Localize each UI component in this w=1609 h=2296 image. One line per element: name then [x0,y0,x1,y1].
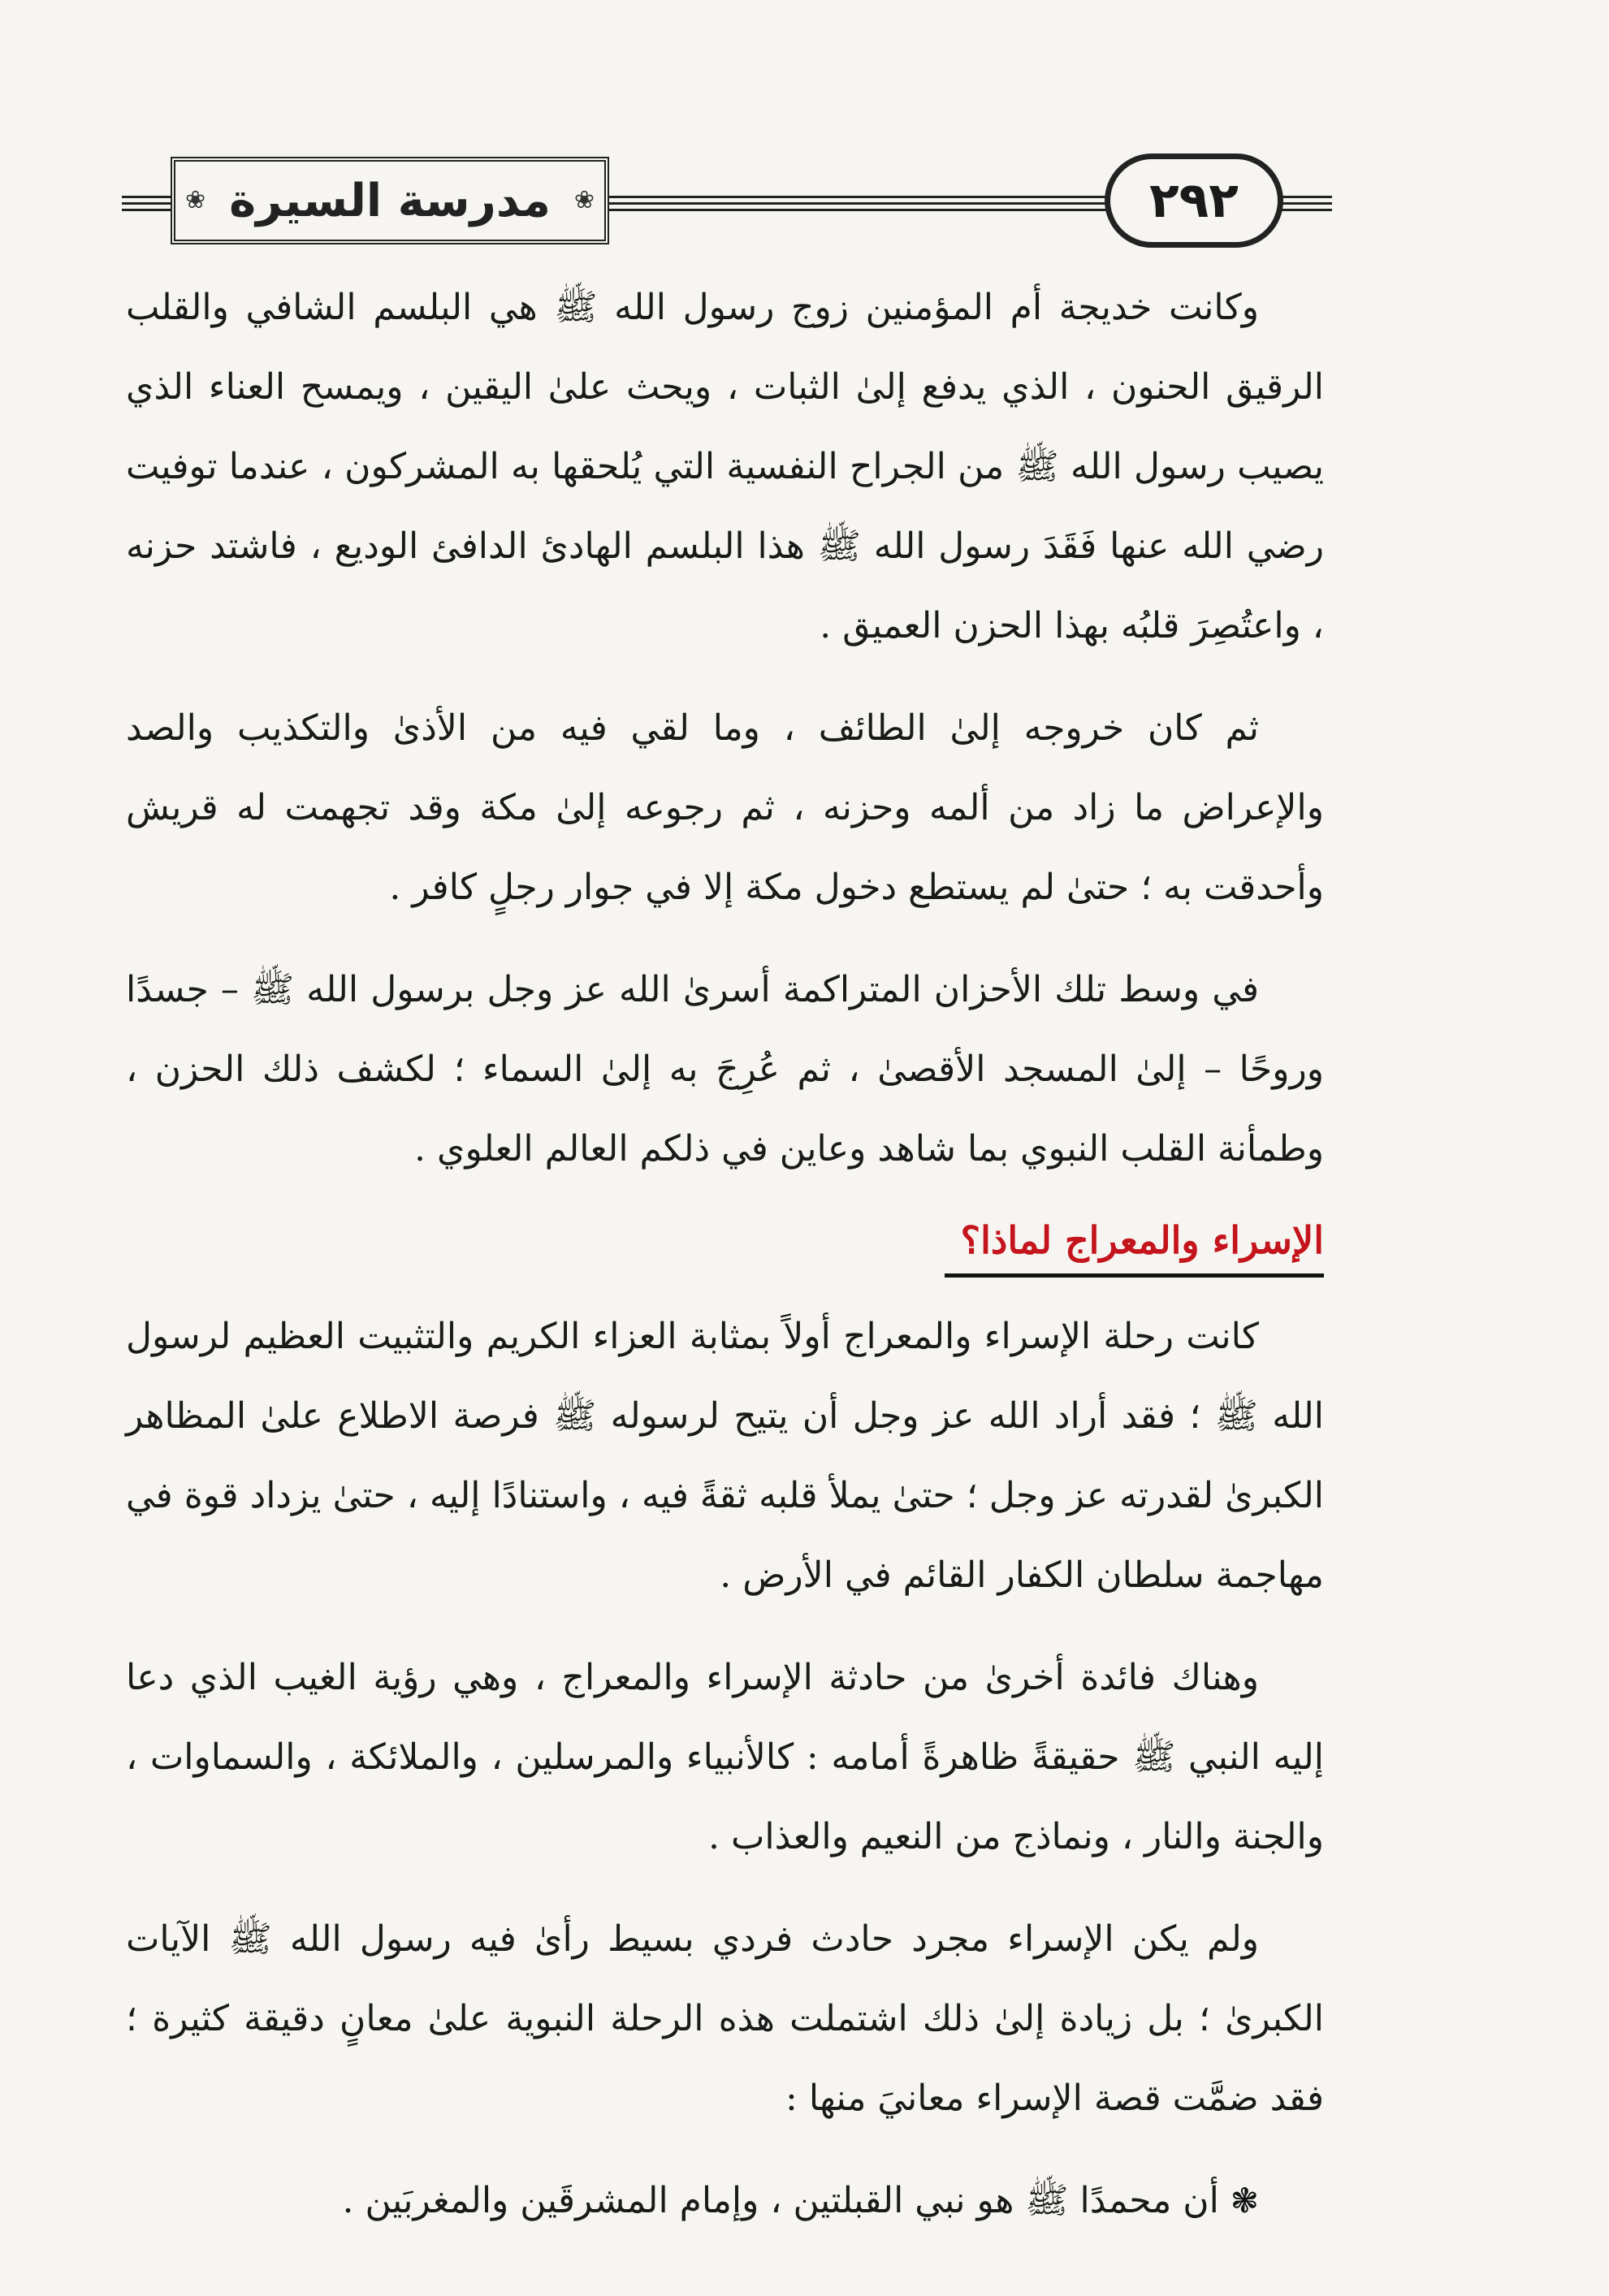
section-heading: الإسراء والمعراج لماذا؟ [945,1212,1324,1278]
main-text [126,268,1324,2264]
paragraph: كانت رحلة الإسراء والمعراج أولاً بمثابة العزاء الكريم والتثبيت العظيم لرسول الله ﷺ ؛ فقد أراد الله عز وجل أن يتيح لرسوله ﷺ فرصة الاطلاع علىٰ المظاهر الكبرىٰ لقدرته عز وجل ؛ حتىٰ يملأ قلبه ثقةً فيه ، واستنادًا إليه ، حتىٰ يزداد قوة في مهاجمة سلطان الكفار القائم في الأرض . [126,1316,1325,1596]
page-number: ٢٩٢ [1105,153,1283,248]
paragraph: ولم يكن الإسراء مجرد حادث فردي بسيط رأىٰ فيه رسول الله ﷺ الآيات الكبرىٰ ؛ بل زيادة إلىٰ ذلك اشتملت هذه الرحلة النبوية علىٰ معانٍ دقيقة كثيرة ؛ فقد ضمَّت قصة الإسراء معانيَ منها : [126,1918,1324,2119]
paragraph: في وسط تلك الأحزان المتراكمة أسرىٰ الله عز وجل برسول الله ﷺ – جسدًا وروحًا – إلىٰ المسجد الأقصىٰ ، ثم عُرِجَ به إلىٰ السماء ؛ لكشف ذلك الحزن ، وطمأنة القلب النبوي بما شاهد وعاين في ذلكم العالم العلوي . [126,969,1324,1170]
bullet-icon: ❃ [1230,2181,1259,2220]
bullet-text: أن محمدًا ﷺ هو نبي القبلتين ، وإمام المشرقَين والمغربَين . [342,2180,1219,2221]
paragraph: ثم كان خروجه إلىٰ الطائف ، وما لقي فيه من الأذىٰ والتكذيب والصد والإعراض ما زاد من ألمه وحزنه ، ثم رجوعه إلىٰ مكة وقد تجهمت له قريش وأحدقت به ؛ حتىٰ لم يستطع دخول مكة إلا في جوار رجلٍ كافر . [126,707,1324,908]
bullet-item [126,2161,1324,2241]
book-title-frame [171,157,609,244]
paragraph: وكانت خديجة أم المؤمنين زوج رسول الله ﷺ هي البلسم الشافي والقلب الرقيق الحنون ، الذي يدفع إلىٰ الثبات ، ويحث علىٰ اليقين ، ويمسح العناء الذي يصيب رسول الله ﷺ من الجراح النفسية التي يُلحقها به المشركون ، عندما توفيت رضي الله عنها فَقَدَ رسول الله ﷺ هذا البلسم الهادئ الدافئ الوديع ، فاشتد حزنه ، واعتُصِرَ قلبُه بهذا الحزن العميق . [126,287,1324,646]
page-header [122,150,1332,256]
book-title: ❀ مدرسة السيرة [229,174,551,227]
paragraph: وهناك فائدة أخرىٰ من حادثة الإسراء والمعراج ، وهي رؤية الغيب الذي دعا إليه النبي ﷺ حقيقةً ظاهرةً أمامه : كالأنبياء والمرسلين ، والملائكة ، والسماوات ، والجنة والنار ، ونماذج من النعيم والعذاب . [126,1657,1324,1857]
section-heading-wrap [126,1212,1324,1278]
